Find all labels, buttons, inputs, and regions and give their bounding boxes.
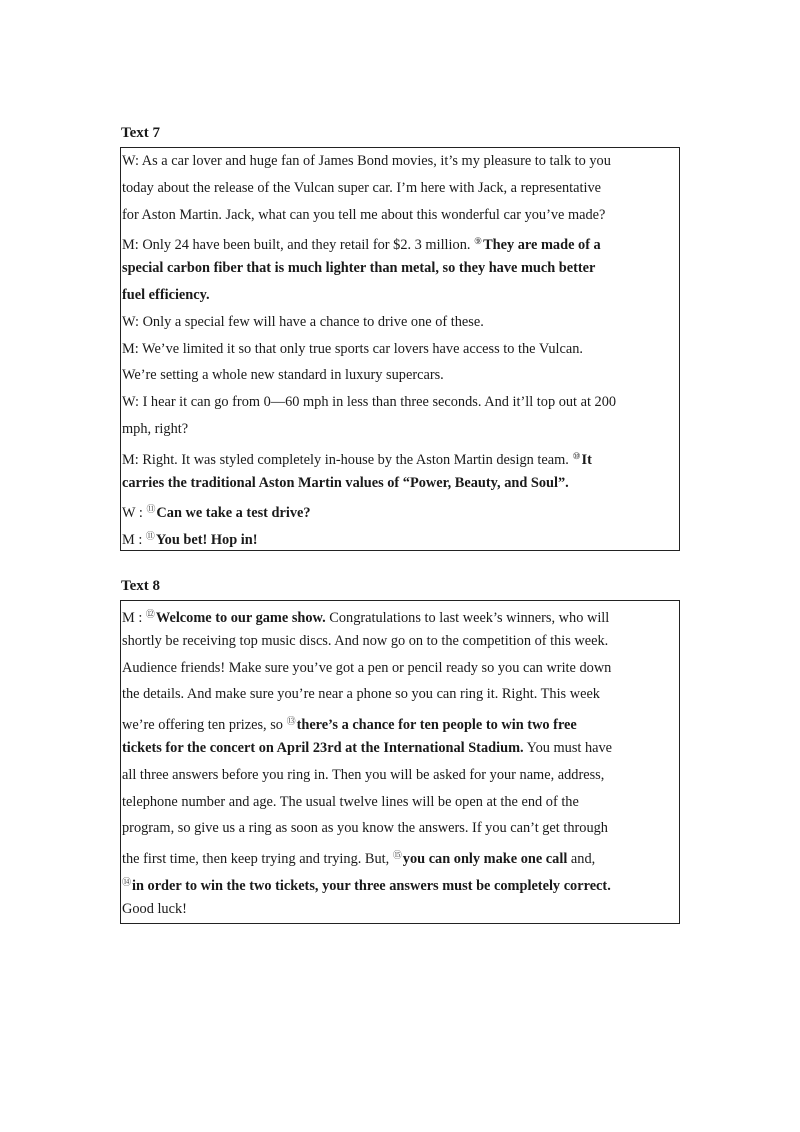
dialogue-line [121,496,677,523]
dialogue-line: W: I hear it can go from 0—60 mph in less than three seconds. And it’ll top out at 200 [121,394,617,411]
line-text: You must have [526,739,613,756]
speaker-label: M : [121,532,143,549]
dialogue-line: shortly be receiving top music discs. And now go on to the competition of this week. [121,632,609,649]
text7-box [120,147,680,551]
dialogue-line [121,735,677,762]
answer-highlight: tickets for the concert on April 23rd at the International Stadium. [121,739,524,756]
dialogue-line: for Aston Martin. Jack, what can you tell me about this wonderful car you’ve made? [121,206,606,223]
dialogue-line: We’re setting a whole new standard in luxury supercars. [121,367,444,384]
line-text: the first time, then keep trying and trying. But, [121,851,390,868]
speaker-label: W : [121,505,143,522]
line-text: and, [570,851,596,868]
dialogue-line: the details. And make sure you’re near a phone so you can ring it. Right. This week [121,686,600,703]
question-number-marker: ⑭ [121,876,131,887]
dialogue-line [121,601,677,628]
dialogue-line [121,708,677,735]
line-text: we’re offering ten prizes, so [121,717,283,734]
text8-title: Text 8 [121,578,161,594]
question-number-marker: ⑨ [474,236,483,247]
text8-box [120,600,680,924]
line-text: M: Right. It was styled completely in-house by the Aston Martin design team. [121,451,569,468]
question-number-marker: ⑫ [145,609,155,619]
answer-highlight: You bet! Hop in! [155,532,258,549]
dialogue-line: all three answers before you ring in. Then you will be asked for your name, address, [121,766,605,783]
line-text: Congratulations to last week’s winners, who will [329,610,610,626]
question-number-marker: ⑬ [286,716,296,727]
dialogue-line: Audience friends! Make sure you’ve got a pen or pencil ready so you can write down [121,659,612,676]
answer-highlight: in order to win the two tickets, your three answers must be completely correct. [131,877,611,894]
dialogue-line [121,869,677,896]
dialogue-line: today about the release of the Vulcan super car. I’m here with Jack, a representative [121,179,602,196]
answer-highlight: fuel efficiency. [121,286,210,303]
answer-highlight: They are made of a [483,237,601,254]
answer-highlight: Can we take a test drive? [156,505,311,522]
dialogue-line [121,523,677,550]
answer-highlight: carries the traditional Aston Martin values of “Power, Beauty, and Soul”. [121,474,569,491]
dialogue-line: M: We’ve limited it so that only true sports car lovers have access to the Vulcan. [121,340,583,357]
answer-highlight: Welcome to our game show. [155,610,326,626]
question-number-marker: ⑪ [145,531,155,542]
line-text: M: Only 24 have been built, and they retail for $2. 3 million. [121,237,471,254]
dialogue-line: mph, right? [121,420,189,437]
dialogue-line: program, so give us a ring as soon as you know the answers. If you can’t get through [121,820,608,837]
dialogue-line [121,842,677,869]
answer-highlight: there’s a chance for ten people to win two free [296,717,577,734]
text7-title: Text 7 [121,125,161,141]
answer-highlight: It [581,451,592,468]
question-number-marker: ⑮ [392,850,402,861]
answer-highlight: you can only make one call [402,851,568,868]
dialogue-line: telephone number and age. The usual twelve lines will be open at the end of the [121,793,579,810]
dialogue-line: W: As a car lover and huge fan of James Bond movies, it’s my pleasure to talk to you [121,153,611,169]
dialogue-line [121,228,677,255]
question-number-marker: ⑩ [572,450,581,461]
dialogue-line: Good luck! [121,900,187,917]
question-number-marker: ⑪ [146,504,156,515]
dialogue-line [121,443,677,470]
speaker-label: M : [121,610,143,626]
dialogue-line: W: Only a special few will have a chance to drive one of these. [121,313,484,330]
answer-highlight: special carbon fiber that is much lighter than metal, so they have much better [121,260,596,277]
